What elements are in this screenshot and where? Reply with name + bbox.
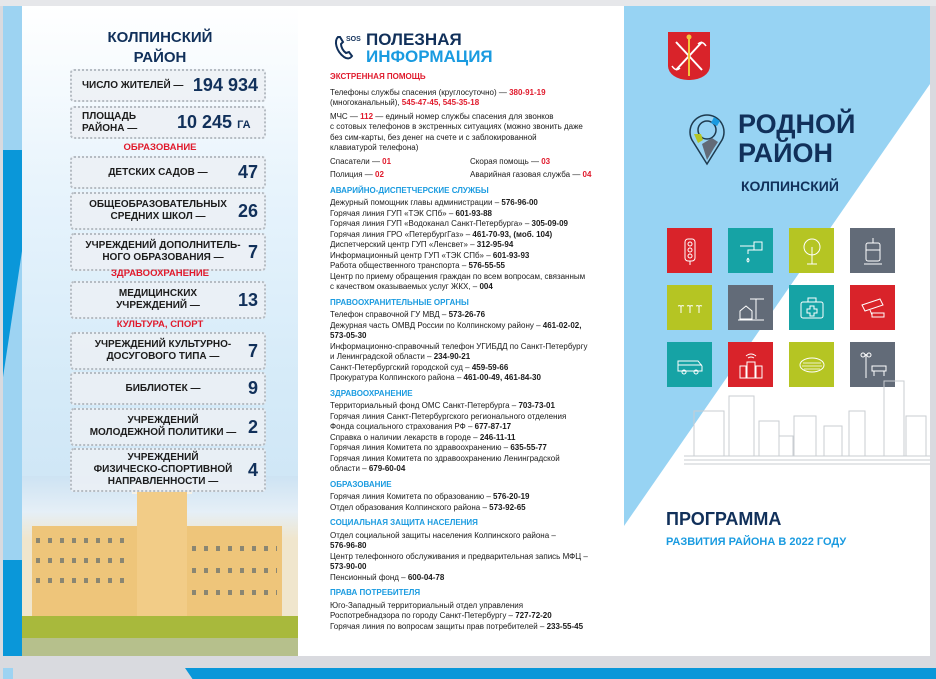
- stat-label-line: ДОСУГОВОГО ТИПА —: [106, 351, 220, 362]
- contact-label: Горячая линия Комитета по здравоохранению –: [330, 443, 511, 452]
- phone-number: 02: [375, 170, 384, 179]
- stat-schools: [70, 192, 266, 230]
- district-title: [22, 28, 298, 68]
- mchs-info: [330, 112, 620, 154]
- contact-label: Роспотребнадзора по городу Санкт-Петербургу –: [330, 611, 516, 620]
- contact-line: [330, 321, 620, 332]
- contact-line: [330, 611, 620, 622]
- left-accent-bar-dark-bottom: [3, 560, 22, 656]
- contact-label: Горячая линия по вопросам защиты прав потребителей –: [330, 621, 547, 631]
- contact-label: Горячая линия Санкт-Петербургского регионального отделения: [330, 411, 567, 421]
- sos-label: SOS: [346, 36, 361, 43]
- stat-label: [72, 452, 248, 488]
- contact-line: [330, 541, 620, 552]
- contact-line: [330, 272, 620, 283]
- contact-line: [330, 352, 620, 363]
- contact-label: и Ленинградской области –: [330, 352, 434, 361]
- stat-value: 47: [237, 162, 258, 182]
- bottom-accent-blue: [185, 668, 936, 679]
- phone-number: 004: [479, 282, 493, 291]
- contact-line: [330, 454, 620, 465]
- useful-info-title: [366, 31, 493, 65]
- contact-line: [330, 601, 620, 612]
- stat-label-line: БИБЛИОТЕК —: [125, 382, 201, 394]
- phone-number: 459-59-66: [471, 362, 509, 372]
- section-title-emergency: ЭКСТРЕННАЯ ПОМОЩЬ: [330, 72, 426, 81]
- phone-number: 703-73-01: [518, 401, 555, 410]
- contact-sections: [330, 186, 620, 633]
- contact-label: Санкт-Петербургский городской суд –: [330, 362, 472, 372]
- stat-medical: [70, 281, 266, 319]
- service-tile: [728, 228, 773, 273]
- section-title: АВАРИЙНО-ДИСПЕТЧЕРСКИЕ СЛУЖБЫ: [330, 185, 489, 195]
- section-title-culture-sport: КУЛЬТУРА, СПОРТ: [116, 319, 204, 330]
- service-tile: [789, 228, 834, 273]
- contact-label: Центр по приему обращения граждан по всем вопросам, связанным: [330, 271, 586, 281]
- contact-line: [330, 261, 620, 272]
- text: Телефоны службы спасения (круглосуточно) —: [330, 87, 510, 97]
- contact-line: [330, 422, 620, 433]
- stat-label: [72, 415, 248, 439]
- stat-label-line: МЕДИЦИНСКИХ: [118, 288, 198, 299]
- seedlings-icon: [675, 293, 705, 323]
- stat-additional-education: [70, 233, 266, 271]
- stat-label-line: НАПРАВЛЕННОСТИ —: [107, 476, 219, 487]
- contact-line: [330, 209, 620, 220]
- section-title: ОБРАЗОВАНИЕ: [330, 479, 392, 489]
- phone-number: 576-96-80: [330, 541, 367, 550]
- photo-windows: [192, 546, 277, 551]
- stat-libraries: [70, 372, 266, 405]
- section-title: СОЦИАЛЬНАЯ ЗАЩИТА НАСЕЛЕНИЯ: [330, 518, 478, 527]
- stat-population: [70, 69, 266, 102]
- title-line2: ИНФОРМАЦИЯ: [366, 47, 493, 66]
- phone-number: 461-02-02,: [542, 320, 582, 330]
- service-tile: [850, 228, 895, 273]
- stat-value: 7: [247, 241, 258, 262]
- contact-label: Горячая линия ГУП «ТЭК СПб» –: [330, 208, 456, 218]
- contact-line: [330, 531, 620, 542]
- contact-label: Отдел образования Колпинского района –: [330, 502, 490, 512]
- contact-line: [330, 363, 620, 374]
- stat-label-line: УЧРЕЖДЕНИЙ КУЛЬТУРНО-: [94, 339, 232, 350]
- contact-line: [330, 552, 620, 563]
- photo-windows: [192, 590, 277, 595]
- stat-value: 4: [247, 459, 258, 480]
- section-title: ПРАВООХРАНИТЕЛЬНЫЕ ОРГАНЫ: [330, 297, 469, 307]
- stat-label: ЧИСЛО ЖИТЕЛЕЙ —: [82, 79, 184, 91]
- stat-label: [72, 167, 238, 179]
- phone-number: 679-60-04: [368, 464, 406, 473]
- stat-youth-policy: [70, 408, 266, 446]
- contact-line: [330, 503, 620, 514]
- stat-value: 194 934: [192, 75, 258, 95]
- contact-label: Горячая линия ГРО «ПетербургГаз» –: [330, 229, 473, 239]
- stat-label: [72, 240, 248, 264]
- stat-value: 26: [237, 200, 258, 221]
- stat-label: ПЛОЩАДЬ РАЙОНА —: [82, 110, 138, 134]
- useful-info-header: [332, 31, 493, 65]
- contact-label: с качеством оказываемых услуг ЖКХ, –: [330, 282, 480, 291]
- phone-number: 573-92-65: [489, 502, 526, 512]
- brand-line1: РОДНОЙ: [738, 109, 856, 139]
- contact-line: [330, 331, 620, 342]
- stat-label-line: ДЕТСКИХ САДОВ —: [108, 166, 208, 178]
- contact-label: Территориальный фонд ОМС Санкт-Петербурга –: [330, 401, 519, 410]
- stat-label-line: НОГО ОБРАЗОВАНИЯ —: [102, 252, 224, 263]
- contact-label: Прокуратура Колпинского района –: [330, 373, 464, 382]
- text: с сотовых телефонов в экстренных ситуациях (можно звонить даже: [330, 122, 583, 131]
- tree-icon: [797, 236, 827, 266]
- security-camera-icon: [858, 293, 888, 323]
- phone-number: 246-11-11: [479, 432, 516, 442]
- phone-number: 234-90-21: [433, 352, 471, 361]
- phone-number: 600-04-78: [407, 572, 445, 582]
- contact-label: Центр телефонного обслуживания и предварительная запись МФЦ –: [330, 551, 588, 561]
- brand-district: КОЛПИНСКИЙ: [741, 178, 839, 194]
- phone-number: 461-70-93, (моб. 104): [472, 229, 553, 239]
- phone-number: 461-00-49, 461-84-30: [463, 373, 541, 382]
- construction-crane-icon: [736, 293, 766, 323]
- program-title: ПРОГРАММА: [666, 509, 782, 529]
- section-title-education: ОБРАЗОВАНИЕ: [123, 142, 197, 153]
- contact-line: [330, 443, 620, 454]
- stat-label-line: ОБЩЕОБРАЗОВАТЕЛЬНЫХ: [89, 199, 227, 210]
- contact-line: [330, 240, 620, 251]
- brand-line2: РАЙОН: [738, 138, 834, 168]
- stat-value: [177, 112, 257, 133]
- stat-label-line: ФИЗИЧЕСКО-СПОРТИВНОЙ: [93, 464, 233, 475]
- stat-label-line: УЧРЕЖДЕНИЙ: [127, 415, 199, 426]
- phone-number: 573-26-76: [448, 310, 486, 319]
- text: Скорая помощь —: [470, 156, 542, 166]
- text: Аварийная газовая служба —: [470, 170, 583, 179]
- photo-embankment: [22, 638, 298, 656]
- district-title-line2: РАЙОН: [133, 49, 187, 66]
- text: клавиатурой телефона): [330, 143, 419, 152]
- service-tile: [850, 285, 895, 330]
- phone-number: 677-87-17: [474, 422, 512, 431]
- stat-value-number: 10 245: [177, 112, 233, 132]
- stat-label: [72, 199, 238, 223]
- stat-cultural: [70, 332, 266, 370]
- contacts-content: [330, 72, 620, 632]
- short-number-rescuers: [330, 157, 470, 168]
- photo-building-tower: [137, 491, 187, 621]
- text: Полиция —: [330, 170, 375, 179]
- phone-number: 545-47-45, 545-35-18: [401, 98, 480, 107]
- contact-label: Пенсионный фонд –: [330, 572, 408, 582]
- brand-text: [738, 110, 855, 194]
- phone-number: 573-90-00: [330, 562, 367, 571]
- contact-label: Справка о наличии лекарств в городе –: [330, 432, 480, 442]
- contact-line: [330, 401, 620, 412]
- contact-line: [330, 198, 620, 209]
- first-aid-kit-icon: [797, 293, 827, 323]
- contact-label: Фонда социального страхования РФ –: [330, 422, 475, 431]
- district-title-line1: КОЛПИНСКИЙ: [107, 29, 213, 46]
- phone-number: 01: [382, 156, 392, 166]
- stat-kindergartens: [70, 156, 266, 189]
- contact-line: [330, 230, 620, 241]
- contact-label: Юго-Западный территориальный отдел управления: [330, 600, 524, 610]
- text: МЧС —: [330, 111, 361, 121]
- phone-number: 04: [582, 170, 592, 179]
- photo-windows: [192, 568, 277, 573]
- stat-value: 13: [237, 289, 258, 310]
- stat-value: 9: [247, 378, 258, 398]
- phone-number: 601-93-88: [455, 208, 492, 218]
- stat-label-line: УЧРЕЖДЕНИЙ —: [116, 300, 200, 311]
- bottom-accent-light: [3, 668, 13, 679]
- stat-label-line: УЧРЕЖДЕНИЙ: [127, 452, 199, 463]
- stat-label: [72, 288, 238, 312]
- contact-line: [330, 622, 620, 633]
- phone-number: 576-55-55: [468, 261, 506, 270]
- contact-line: [330, 373, 620, 384]
- stat-label: [72, 339, 248, 363]
- short-number-gas: [470, 170, 620, 181]
- contact-label: Горячая линия Комитета по образованию –: [330, 492, 494, 501]
- phone-number: 380-91-19: [509, 87, 546, 97]
- contact-label: Диспетчерский центр ГУП «Ленсвет» –: [330, 240, 477, 249]
- service-tile: [728, 285, 773, 330]
- phone-number: 727-72-20: [515, 611, 552, 620]
- phone-number: 112: [360, 111, 374, 121]
- section-title-healthcare: ЗДРАВООХРАНЕНИЕ: [110, 268, 210, 279]
- stat-value-unit: ГА: [237, 119, 251, 131]
- water-tap-icon: [736, 236, 766, 266]
- contact-line: [330, 492, 620, 503]
- district-building-photo: [22, 476, 298, 656]
- photo-windows: [36, 538, 131, 543]
- phone-number: 573-05-30: [330, 331, 367, 340]
- phone-number: 305-09-09: [531, 219, 568, 228]
- contact-line: [330, 219, 620, 230]
- short-number-ambulance: [470, 157, 620, 168]
- contact-line: [330, 282, 620, 293]
- contact-label: Отдел социальной защиты населения Колпинского района –: [330, 530, 556, 540]
- contact-label: Информационный центр ГУП «ТЭК СПб» –: [330, 250, 493, 260]
- contact-line: [330, 310, 620, 321]
- cover-panel: [624, 6, 930, 656]
- phone-number: 601-93-93: [492, 250, 530, 260]
- contact-label: Информационно-справочный телефон УГИБДД по Санкт-Петербургу: [330, 341, 588, 351]
- text: Спасатели —: [330, 156, 383, 166]
- stat-label-line: МОЛОДЕЖНОЙ ПОЛИТИКИ —: [89, 427, 237, 438]
- contact-label: Дежурный помощник главы администрации –: [330, 198, 502, 207]
- city-skyline-icon: [684, 366, 930, 466]
- phone-number: 312-95-94: [476, 240, 514, 249]
- phone-number: 635-55-77: [510, 443, 547, 452]
- section-title: ПРАВА ПОТРЕБИТЕЛЯ: [330, 588, 421, 597]
- contact-line: [330, 573, 620, 584]
- short-numbers: [330, 157, 620, 181]
- contact-line: [330, 342, 620, 353]
- traffic-light-icon: [675, 236, 705, 266]
- phone-number: 233-55-45: [546, 621, 584, 631]
- photo-windows: [36, 578, 131, 583]
- phone-number: 576-96-00: [501, 198, 538, 207]
- stat-label-line: УЧРЕЖДЕНИЙ ДОПОЛНИТЕЛЬ-: [85, 240, 241, 251]
- contact-label: Горячая линия Комитета по здравоохранению Ленинградской: [330, 453, 560, 463]
- stat-area: [70, 106, 266, 139]
- map-pin-logo-icon: [688, 110, 726, 194]
- program-subtitle: РАЗВИТИЯ РАЙОНА В 2022 ГОДУ: [666, 536, 847, 548]
- short-number-police: [330, 170, 470, 181]
- stat-sports: [70, 448, 266, 492]
- contact-line: [330, 464, 620, 475]
- photo-windows: [36, 558, 131, 563]
- district-stats-panel: [22, 6, 298, 656]
- service-tile: [667, 285, 712, 330]
- phone-number: 576-20-19: [493, 492, 530, 501]
- service-tiles: [667, 228, 895, 387]
- contact-line: [330, 251, 620, 262]
- stat-label-line: СРЕДНИХ ШКОЛ —: [110, 211, 206, 222]
- stat-value: 2: [247, 416, 258, 437]
- contact-line: [330, 433, 620, 444]
- contact-line: [330, 412, 620, 423]
- saint-petersburg-coat-of-arms-icon: [668, 32, 710, 80]
- text: без сим-карты, без денег на счете и с заблокированной: [330, 132, 537, 142]
- service-tile: [789, 285, 834, 330]
- brand-block: [688, 110, 855, 194]
- title-line1: ПОЛЕЗНАЯ: [366, 30, 462, 49]
- tram-icon: [858, 236, 888, 266]
- service-tile: [667, 228, 712, 273]
- stat-label: [72, 383, 248, 395]
- contact-label: Работа общественного транспорта –: [330, 261, 469, 270]
- section-title: ЗДРАВООХРАНЕНИЕ: [330, 388, 413, 398]
- phone-number: 03: [541, 156, 551, 166]
- contact-label: Телефон справочной ГУ МВД –: [330, 310, 449, 319]
- text: (многоканальный),: [330, 98, 402, 107]
- text: — единый номер службы спасения для звонков: [373, 111, 554, 121]
- useful-info-panel: [298, 6, 624, 656]
- contact-label: Дежурная часть ОМВД России по Колпинскому району –: [330, 320, 543, 330]
- contact-label: области –: [330, 464, 369, 473]
- contact-label: Горячая линия ГУП «Водоканал Санкт-Петербурга» –: [330, 219, 532, 228]
- sos-phone-icon: [332, 31, 362, 61]
- stat-value: 7: [247, 340, 258, 361]
- rescue-phones: [330, 88, 620, 109]
- contact-line: [330, 562, 620, 573]
